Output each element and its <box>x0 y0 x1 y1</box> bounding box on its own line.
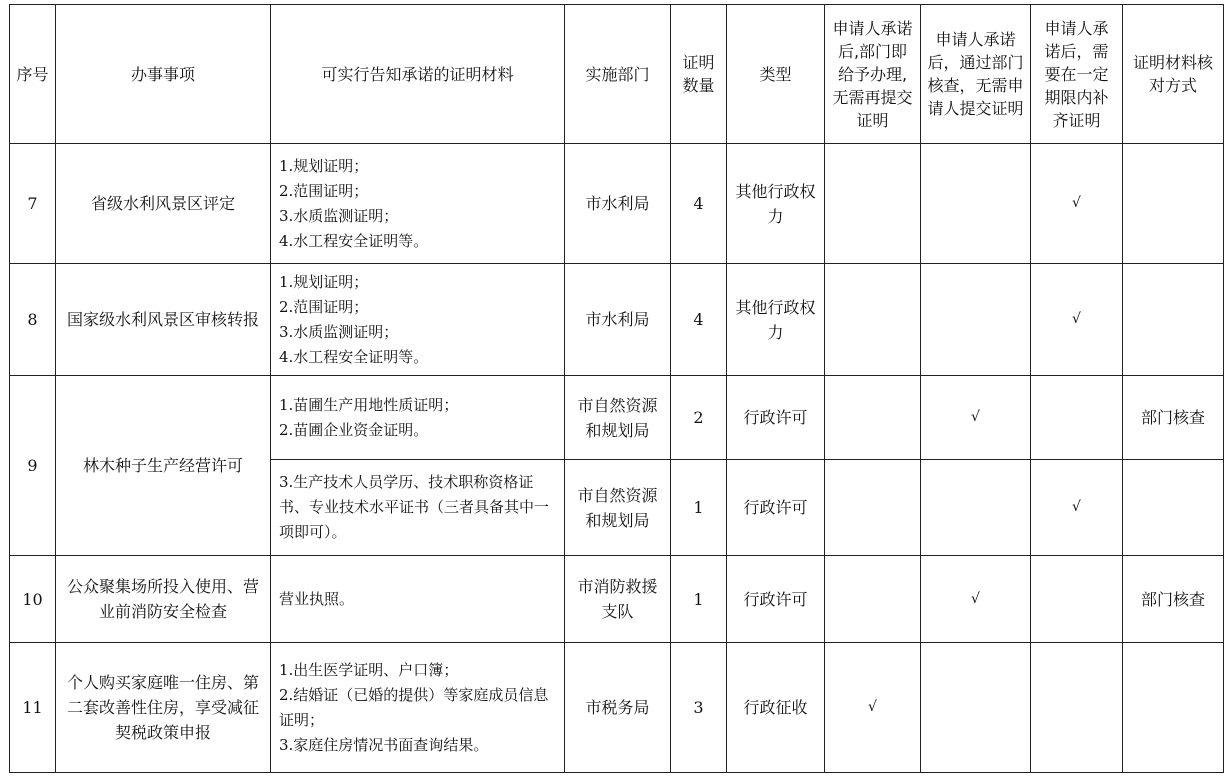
table-row <box>10 144 1224 264</box>
row-type: 行政许可 <box>727 556 825 643</box>
row-seq: 10 <box>10 556 56 643</box>
row-dept: 市自然资源和规划局 <box>565 460 671 556</box>
row-materials: 1.出生医学证明、户口簿； 2.结婚证（已婚的提供）等家庭成员信息证明； 3.家庭住房情况书面查询结果。 <box>271 643 565 773</box>
row-dept: 市自然资源和规划局 <box>565 376 671 460</box>
row-dept: 市消防救援支队 <box>565 556 671 643</box>
row-opt1 <box>825 376 921 460</box>
row-type: 行政征收 <box>727 643 825 773</box>
table-row <box>10 643 1224 773</box>
row-opt1 <box>825 460 921 556</box>
table-header-row <box>10 5 1224 144</box>
row-count: 3 <box>671 643 727 773</box>
row-dept: 市税务局 <box>565 643 671 773</box>
row-materials: 1.苗圃生产用地性质证明； 2.苗圃企业资金证明。 <box>271 376 565 460</box>
row-seq: 11 <box>10 643 56 773</box>
row-verify <box>1123 264 1224 376</box>
row-opt3 <box>1031 643 1123 773</box>
row-opt2: √ <box>921 376 1031 460</box>
row-opt1 <box>825 144 921 264</box>
header-opt1: 申请人承诺后,部门即给予办理,无需再提交证明 <box>825 5 921 144</box>
header-count: 证明数量 <box>671 5 727 144</box>
row-opt2 <box>921 643 1031 773</box>
header-type: 类型 <box>727 5 825 144</box>
row-count: 4 <box>671 144 727 264</box>
row-opt2 <box>921 460 1031 556</box>
row-verify <box>1123 643 1224 773</box>
row-verify <box>1123 144 1224 264</box>
row-opt3: √ <box>1031 460 1123 556</box>
row-materials: 3.生产技术人员学历、技术职称资格证书、专业技术水平证书（三者具备其中一项即可）。 <box>271 460 565 556</box>
table-row <box>10 556 1224 643</box>
row-type: 其他行政权力 <box>727 144 825 264</box>
row-opt3: √ <box>1031 144 1123 264</box>
row-opt3 <box>1031 556 1123 643</box>
row-count: 1 <box>671 460 727 556</box>
row-count: 1 <box>671 556 727 643</box>
row-type: 行政许可 <box>727 460 825 556</box>
row-seq: 7 <box>10 144 56 264</box>
row-opt1 <box>825 556 921 643</box>
header-seq: 序号 <box>10 5 56 144</box>
row-seq: 8 <box>10 264 56 376</box>
row-item: 国家级水利风景区审核转报 <box>56 264 271 376</box>
header-item: 办事事项 <box>56 5 271 144</box>
row-materials: 1.规划证明； 2.范围证明； 3.水质监测证明； 4.水工程安全证明等。 <box>271 144 565 264</box>
header-opt3: 申请人承诺后，需要在一定期限内补齐证明 <box>1031 5 1123 144</box>
row-seq: 9 <box>10 376 56 556</box>
row-opt3 <box>1031 376 1123 460</box>
header-materials: 可实行告知承诺的证明材料 <box>271 5 565 144</box>
row-count: 4 <box>671 264 727 376</box>
row-verify: 部门核查 <box>1123 556 1224 643</box>
row-count: 2 <box>671 376 727 460</box>
row-item: 省级水利风景区评定 <box>56 144 271 264</box>
row-item: 公众聚集场所投入使用、营业前消防安全检查 <box>56 556 271 643</box>
row-dept: 市水利局 <box>565 264 671 376</box>
table-row <box>10 376 1224 460</box>
row-dept: 市水利局 <box>565 144 671 264</box>
row-opt2 <box>921 264 1031 376</box>
row-materials: 1.规划证明； 2.范围证明； 3.水质监测证明； 4.水工程安全证明等。 <box>271 264 565 376</box>
row-item: 个人购买家庭唯一住房、第二套改善性住房，享受减征契税政策申报 <box>56 643 271 773</box>
row-opt1 <box>825 264 921 376</box>
row-materials: 营业执照。 <box>271 556 565 643</box>
row-item: 林木种子生产经营许可 <box>56 376 271 556</box>
row-opt2 <box>921 144 1031 264</box>
row-type: 行政许可 <box>727 376 825 460</box>
header-verify: 证明材料核对方式 <box>1123 5 1224 144</box>
row-opt2: √ <box>921 556 1031 643</box>
row-type: 其他行政权力 <box>727 264 825 376</box>
header-dept: 实施部门 <box>565 5 671 144</box>
header-opt2: 申请人承诺后，通过部门核查，无需申请人提交证明 <box>921 5 1031 144</box>
row-opt1: √ <box>825 643 921 773</box>
row-opt3: √ <box>1031 264 1123 376</box>
row-verify <box>1123 460 1224 556</box>
row-verify: 部门核查 <box>1123 376 1224 460</box>
table-row <box>10 264 1224 376</box>
certification-table <box>9 4 1224 773</box>
